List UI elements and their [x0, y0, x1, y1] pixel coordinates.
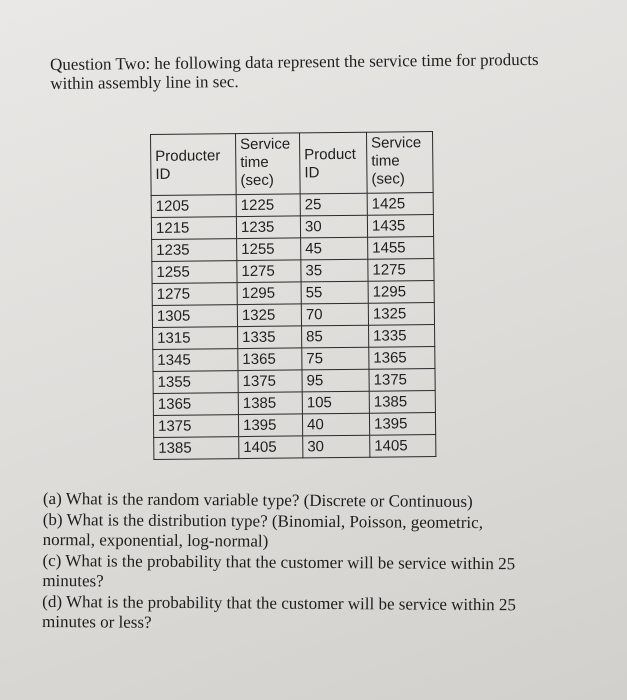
sub-question-line: (b) What is the distribution type? (Binomial, Poisson, geometric, [42, 509, 484, 533]
table-row [152, 259, 434, 284]
table-cell: 85 [302, 325, 369, 348]
table-cell: 1235 [236, 216, 300, 239]
table-row [151, 193, 433, 218]
header-line: Producter [155, 147, 221, 165]
table-cell: 95 [302, 369, 369, 392]
table-cell: 75 [302, 347, 369, 370]
sub-question-line: (c) What is the probability that the customer will be service within 25 [42, 550, 516, 574]
table-row [153, 413, 435, 438]
table-header-row [151, 132, 434, 196]
table-cell: 1395 [369, 413, 435, 436]
sub-question [42, 592, 582, 636]
table-cell: 1225 [236, 194, 300, 217]
table-cell: 1365 [238, 348, 302, 371]
table-row [152, 303, 434, 328]
question-line: Question Two: he following data represent the service time for products [50, 49, 539, 74]
question-text [50, 49, 595, 93]
table-cell: 1215 [151, 217, 236, 240]
table-cell: 1435 [367, 215, 433, 238]
table-cell: 1405 [370, 435, 436, 458]
table-cell: 1205 [151, 195, 236, 218]
table-cell: 1335 [369, 325, 435, 348]
header-line: Product [304, 145, 357, 164]
table-cell: 1355 [153, 371, 238, 394]
table-cell: 1305 [152, 305, 237, 328]
table-cell: 1255 [152, 261, 237, 284]
table-cell: 45 [301, 237, 368, 260]
sub-question [42, 551, 582, 595]
table-cell: 1375 [369, 369, 435, 392]
sub-question [43, 489, 583, 513]
sub-question-line: minutes or less? [42, 611, 152, 632]
table-cell: 1395 [238, 414, 302, 437]
table-cell: 1375 [153, 415, 238, 438]
header-line: time [240, 153, 269, 172]
table-cell: 1405 [239, 436, 303, 459]
table-row [154, 435, 436, 460]
table-cell: 1365 [153, 393, 238, 416]
sub-question [43, 510, 583, 554]
sub-question-line: (a) What is the random variable type? (Discrete or Continuous) [42, 489, 473, 511]
table-cell: 1275 [368, 259, 434, 282]
table-body [151, 193, 436, 460]
table-cell: 1385 [369, 391, 435, 414]
header-line: Service [240, 135, 291, 154]
table-cell: 25 [300, 193, 367, 216]
table-cell: 1385 [238, 392, 302, 415]
table-cell: 1275 [237, 260, 301, 283]
table-cell: 1295 [368, 281, 434, 304]
service-time-table-wrapper [150, 131, 436, 460]
table-cell: 1345 [153, 349, 238, 372]
header-service-time [236, 133, 301, 195]
question-line: within assembly line in sec. [50, 72, 239, 93]
table-cell: 1295 [237, 282, 301, 305]
table-cell: 1325 [237, 304, 301, 327]
header-line: Service [371, 134, 422, 152]
sub-question-line: minutes? [42, 570, 104, 591]
table-cell: 1315 [153, 327, 238, 350]
table-row [152, 281, 434, 306]
table-row [153, 391, 435, 416]
table-row [152, 237, 434, 262]
table-cell: 1335 [238, 326, 302, 349]
service-time-table [150, 131, 436, 460]
header-line: ID [304, 164, 320, 182]
table-cell: 1325 [368, 303, 434, 326]
table-cell: 1255 [237, 238, 301, 261]
table-cell: 1455 [368, 237, 434, 260]
sub-questions [42, 489, 583, 637]
table-cell: 105 [302, 391, 369, 414]
table-cell: 30 [300, 215, 367, 238]
header-line: (sec) [240, 171, 274, 190]
table-cell: 1365 [369, 347, 435, 370]
header-service-time-2 [366, 132, 433, 194]
table-cell: 40 [302, 413, 369, 436]
table-row [153, 347, 435, 372]
table-cell: 1375 [238, 370, 302, 393]
sub-question-line: (d) What is the probability that the customer will be service within 25 [42, 591, 516, 615]
table-cell: 70 [301, 303, 368, 326]
table-row [151, 215, 433, 240]
table-cell: 1275 [152, 283, 237, 306]
table-cell: 1425 [367, 193, 433, 216]
header-product-id [299, 132, 367, 194]
table-cell: 1385 [154, 437, 239, 460]
table-cell: 35 [301, 259, 368, 282]
header-line: (sec) [371, 170, 405, 188]
header-line: ID [155, 165, 171, 183]
sub-question-line: normal, exponential, log-normal) [42, 529, 269, 551]
table-cell: 30 [303, 435, 370, 458]
table-cell: 1235 [152, 239, 237, 262]
header-line: time [371, 152, 400, 170]
table-row [153, 325, 435, 350]
header-producter-id [151, 134, 237, 196]
table-row [153, 369, 435, 394]
table-cell: 55 [301, 281, 368, 304]
